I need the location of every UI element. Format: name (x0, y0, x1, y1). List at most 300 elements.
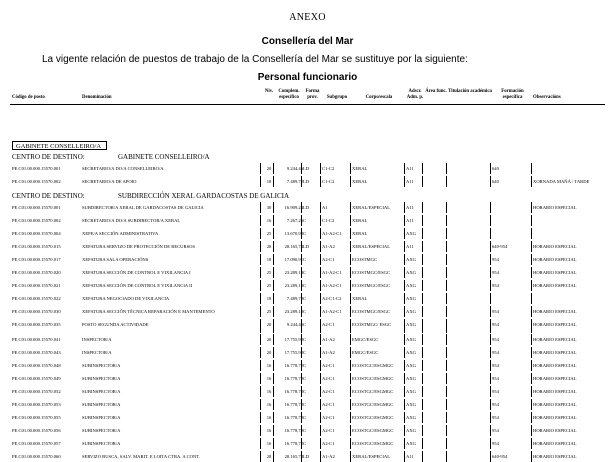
column-divider (446, 334, 447, 345)
table-row (0, 228, 615, 239)
column-divider (404, 438, 405, 449)
column-divider (422, 163, 423, 174)
column-divider (422, 412, 423, 423)
column-divider (301, 280, 302, 291)
cell-subgrupo: A2-C1 (322, 322, 335, 327)
cell-forma: C (303, 389, 307, 394)
table-row (0, 267, 615, 278)
cell-adscr: A11 (406, 166, 414, 171)
column-divider (301, 215, 302, 226)
column-divider (490, 202, 491, 213)
column-divider (273, 451, 274, 462)
cell-adscr: AXG (406, 270, 416, 275)
cell-complement: 9.244,46 (286, 166, 303, 171)
column-divider (490, 163, 491, 174)
cell-name: XEFATURA SECCIÓN TÉCNICA REPARACIÓN E MANTEMENTO (82, 309, 215, 314)
column-divider (531, 254, 532, 265)
column-divider (260, 202, 261, 213)
cell-complement: 16.909,24 (284, 205, 303, 210)
cell-formacion: 954 (492, 257, 499, 262)
column-header-area: Área func. (425, 89, 447, 94)
column-divider (273, 163, 274, 174)
cell-observacions: HORARIO ESPECIAL (533, 257, 577, 262)
cell-observacions: HORARIO ESPECIAL (533, 205, 577, 210)
cell-level: 18 (266, 179, 272, 184)
anexo-heading: ANEXO (289, 12, 326, 23)
cell-formacion: 640 (492, 166, 499, 171)
cell-forma: C (303, 363, 307, 368)
table-row (0, 293, 615, 304)
table-row (0, 215, 615, 226)
table-row (0, 306, 615, 317)
cell-forma: C (303, 415, 307, 420)
column-divider (260, 215, 261, 226)
personal-heading: Personal funcionario (257, 72, 358, 83)
cell-corpo: ECOSTGC/ESGMGC (352, 415, 394, 420)
gabinete-box: GABINETE CONSELLEIRO/A (12, 141, 107, 150)
column-divider (260, 319, 261, 333)
column-divider (490, 176, 491, 187)
centro-name-2: SUBDIRECCIÓN XERAL GARDACOSTAS DE GALICIA (118, 192, 290, 200)
cell-adscr: A11 (406, 218, 414, 223)
cell-adscr: AXG (406, 309, 416, 314)
column-divider (531, 228, 532, 239)
cell-forma: C (303, 337, 307, 342)
column-divider (446, 254, 447, 265)
cell-corpo: ECOSTGC/ESGMGC (352, 441, 394, 446)
cell-level: 16 (266, 441, 272, 446)
column-divider (320, 451, 321, 462)
column-divider (446, 425, 447, 436)
cell-level: 16 (266, 218, 272, 223)
cell-forma: C (303, 218, 307, 223)
column-divider (273, 412, 274, 423)
cell-adscr: AXG (406, 402, 416, 407)
column-divider (301, 334, 302, 345)
cell-complement: 16.778,72 (284, 363, 303, 368)
column-divider (531, 241, 532, 252)
cell-corpo: ECOSTMGC/ ESGC (352, 322, 392, 327)
column-divider (531, 438, 532, 449)
column-divider (422, 360, 423, 371)
cell-forma: C (303, 350, 307, 355)
column-divider (422, 347, 423, 358)
column-divider (404, 334, 405, 345)
intro-text: La vigente relación de puestos de trabajo de la Consellería del Mar se sustituye por la siguiente: (42, 54, 468, 65)
column-divider (446, 306, 447, 317)
table-row (0, 163, 615, 174)
column-divider (531, 176, 532, 187)
column-divider (350, 360, 351, 371)
column-divider (422, 202, 423, 213)
cell-level: 16 (266, 428, 272, 433)
cell-name: XEFATURA NEGOCIADO DE VIXILANCIA (82, 296, 170, 301)
cell-adscr: AXG (406, 350, 416, 355)
cell-observacions: HORARIO ESPECIAL (533, 270, 577, 275)
cell-subgrupo: A2-C1 (322, 363, 335, 368)
column-divider (320, 254, 321, 265)
cell-level: 16 (266, 402, 272, 407)
cell-forma: LD (303, 205, 310, 210)
cell-name: POSTO SEGUNDA ACTIVIDADE (82, 322, 149, 327)
cell-corpo: ECOSTMGC/ESGC (352, 309, 391, 314)
column-divider (320, 347, 321, 358)
cell-name: INSPECTOR/A (82, 350, 112, 355)
cell-level: 28 (266, 244, 272, 249)
table-row (0, 451, 615, 462)
column-divider (273, 360, 274, 371)
column-divider (260, 267, 261, 278)
cell-level: 25 (266, 309, 272, 314)
centro-label-2: CENTRO DE DESTINO: (12, 192, 85, 200)
column-divider (350, 425, 351, 436)
column-divider (404, 228, 405, 239)
cell-subgrupo: A2-C1 (322, 257, 335, 262)
column-header-code: Código de posto (12, 95, 45, 100)
cell-subgrupo: A1-A2 (322, 350, 335, 355)
column-divider (350, 176, 351, 187)
cell-complement: 17.755,92 (284, 350, 303, 355)
centro-name-1: GABINETE CONSELLEIRO/A (118, 153, 210, 161)
column-divider (273, 176, 274, 187)
column-divider (320, 319, 321, 333)
cell-name: SUBDIRECTOR/A XERAL DE GARDACOSTAS DE GALICIA (82, 205, 204, 210)
cell-subgrupo: A2-C1 (322, 389, 335, 394)
cell-subgrupo: A2-C1 (322, 376, 335, 381)
column-divider (301, 267, 302, 278)
column-header-corpo: Corpo/escala (365, 95, 393, 100)
column-divider (273, 386, 274, 397)
column-divider (404, 306, 405, 317)
cell-formacion: 954 (492, 415, 499, 420)
column-divider (422, 373, 423, 384)
cell-forma: C (303, 402, 307, 407)
cell-observacions: HORARIO ESPECIAL (533, 428, 577, 433)
column-divider (301, 319, 302, 333)
cell-name: SECRETARIO/A DO/A SUBDIRECTOR/A XERAL (82, 218, 181, 223)
cell-subgrupo: A2-C1 (322, 415, 335, 420)
cell-forma: C (303, 257, 307, 262)
column-divider (404, 399, 405, 410)
column-divider (260, 386, 261, 397)
cell-level: 20 (266, 350, 272, 355)
cell-corpo: XERAL/ESPECIAL (352, 205, 391, 210)
table-row (0, 254, 615, 265)
cell-code: PE.C01.00.000.15570.057 (12, 441, 61, 446)
cell-name: SUBINSPECTOR/A (82, 428, 121, 433)
column-divider (422, 215, 423, 226)
column-divider (350, 347, 351, 358)
cell-observacions: HORARIO ESPECIAL (533, 309, 577, 314)
column-divider (422, 241, 423, 252)
column-divider (260, 399, 261, 410)
cell-level: 18 (266, 257, 272, 262)
table-row (0, 399, 615, 410)
column-header-level: Niv. (264, 89, 274, 94)
cell-subgrupo: C1-C2 (322, 166, 335, 171)
column-divider (422, 293, 423, 304)
cell-forma: C (303, 376, 307, 381)
cell-forma: C (303, 309, 307, 314)
column-divider (301, 412, 302, 423)
cell-code: PE.C01.00.000.15570.002 (12, 218, 61, 223)
header-rule (10, 104, 605, 105)
column-divider (320, 334, 321, 345)
cell-subgrupo: C1-C2 (322, 179, 335, 184)
column-divider (350, 399, 351, 410)
column-divider (531, 163, 532, 174)
table-row (0, 438, 615, 449)
cell-code: PE.C01.00.000.15570.055 (12, 415, 61, 420)
table-row (0, 176, 615, 187)
cell-level: 16 (266, 415, 272, 420)
column-divider (531, 451, 532, 462)
column-divider (273, 293, 274, 304)
column-divider (273, 228, 274, 239)
column-divider (320, 438, 321, 449)
cell-observacions: HORARIO ESPECIAL (533, 415, 577, 420)
column-divider (350, 267, 351, 278)
table-row (0, 360, 615, 371)
cell-code: PE.C01.00.000.15570.041 (12, 337, 61, 342)
column-divider (301, 438, 302, 449)
cell-adscr: A11 (406, 454, 414, 459)
column-divider (422, 386, 423, 397)
cell-complement: 16.778,72 (284, 389, 303, 394)
cell-adscr: AXG (406, 322, 416, 327)
column-divider (404, 267, 405, 278)
cell-code: PE.C01.00.000.15570.053 (12, 402, 61, 407)
column-divider (404, 254, 405, 265)
column-divider (350, 334, 351, 345)
cell-forma: C (303, 428, 307, 433)
column-divider (422, 438, 423, 449)
column-divider (273, 241, 274, 252)
centro-label-1: CENTRO DE DESTINO: (12, 153, 85, 161)
column-header-observacions: Observacións (533, 95, 561, 100)
cell-corpo: ECOSTMGC/ESGC (352, 283, 391, 288)
column-divider (531, 360, 532, 371)
column-divider (260, 280, 261, 291)
cell-level: 20 (266, 322, 272, 327)
cell-corpo: XERAL (352, 231, 368, 236)
column-divider (422, 267, 423, 278)
column-divider (273, 373, 274, 384)
column-divider (320, 386, 321, 397)
column-header-subgrupo: Subgrupo (326, 95, 348, 100)
cell-corpo: ECOSTGC/ESGMGC (352, 402, 394, 407)
column-divider (490, 241, 491, 252)
column-divider (446, 293, 447, 304)
column-divider (260, 334, 261, 345)
cell-formacion: 954 (492, 441, 499, 446)
cell-formacion: 640-954 (492, 454, 508, 459)
column-divider (422, 451, 423, 462)
cell-level: 25 (266, 270, 272, 275)
cell-code: PE.C01.00.000.15570.020 (12, 270, 61, 275)
cell-corpo: ECOSTGC/ESGMGC (352, 363, 394, 368)
cell-subgrupo: A1-A2-C1 (322, 270, 342, 275)
table-row (0, 241, 615, 252)
column-divider (301, 163, 302, 174)
cell-complement: 28.165,74 (284, 454, 303, 459)
cell-formacion: 954 (492, 270, 499, 275)
column-divider (422, 306, 423, 317)
column-divider (320, 228, 321, 239)
cell-subgrupo: A1-A2-C1 (322, 231, 342, 236)
cell-name: SERVIZO BUSCA, SALV. MARIT. E LOITA CTRA. A CONT. (82, 454, 200, 459)
cell-observacions: HORARIO ESPECIAL (533, 283, 577, 288)
cell-observacions: XORNADA MAÑÁ / TARDE (533, 179, 590, 184)
table-row (0, 202, 615, 213)
cell-complement: 23.289,18 (284, 309, 303, 314)
cell-adscr: AXG (406, 257, 416, 262)
column-divider (350, 386, 351, 397)
column-divider (350, 412, 351, 423)
cell-observacions: HORARIO ESPECIAL (533, 402, 577, 407)
column-divider (320, 241, 321, 252)
cell-level: 30 (266, 205, 272, 210)
column-divider (301, 425, 302, 436)
column-divider (446, 399, 447, 410)
column-divider (422, 425, 423, 436)
cell-code: PE.C01.00.000.15570.030 (12, 309, 61, 314)
cell-complement: 23.289,18 (284, 283, 303, 288)
column-divider (446, 360, 447, 371)
table-row (0, 319, 615, 333)
cell-subgrupo: A2-C1 (322, 428, 335, 433)
column-divider (301, 451, 302, 462)
column-divider (422, 176, 423, 187)
column-divider (531, 267, 532, 278)
cell-subgrupo: C1-C2 (322, 218, 335, 223)
column-divider (446, 438, 447, 449)
cell-name: SUBINSPECTOR/A (82, 415, 121, 420)
column-divider (273, 334, 274, 345)
column-divider (260, 451, 261, 462)
cell-observacions: HORARIO ESPECIAL (533, 337, 577, 342)
cell-corpo: ECOSTGC/ESGMGC (352, 376, 394, 381)
cell-corpo: EMGC/ESGC (352, 337, 379, 342)
cell-adscr: AXG (406, 389, 416, 394)
cell-complement: 9.244,46 (286, 322, 303, 327)
cell-code: PE.C01.00.000.15570.043 (12, 350, 61, 355)
cell-forma: C (303, 296, 307, 301)
cell-complement: 28.165,74 (284, 244, 303, 249)
column-divider (422, 254, 423, 265)
column-divider (301, 176, 302, 187)
column-divider (273, 347, 274, 358)
column-divider (320, 412, 321, 423)
cell-code: PE.C01.00.000.15570.015 (12, 244, 61, 249)
column-divider (350, 373, 351, 384)
cell-corpo: EMGC/ESGC (352, 350, 379, 355)
column-divider (350, 319, 351, 333)
cell-name: SUBINSPECTOR/A (82, 389, 121, 394)
cell-observacions: HORARIO ESPECIAL (533, 244, 577, 249)
column-divider (301, 293, 302, 304)
column-header-forma: Forma prov. (305, 89, 320, 100)
cell-complement: 23.289,18 (284, 270, 303, 275)
column-header-name: Denominación (82, 95, 112, 100)
cell-adscr: A11 (406, 205, 414, 210)
cell-level: 25 (266, 283, 272, 288)
column-divider (404, 319, 405, 333)
column-divider (404, 360, 405, 371)
column-divider (531, 334, 532, 345)
cell-adscr: AXG (406, 296, 416, 301)
cell-formacion: 954 (492, 283, 499, 288)
column-divider (350, 451, 351, 462)
column-divider (446, 228, 447, 239)
column-divider (260, 176, 261, 187)
column-divider (531, 399, 532, 410)
column-divider (273, 215, 274, 226)
column-divider (404, 280, 405, 291)
column-divider (260, 425, 261, 436)
column-divider (320, 267, 321, 278)
cell-formacion: 954 (492, 322, 499, 327)
cell-name: SECRETARIO/A DE APOIO (82, 179, 137, 184)
column-divider (490, 215, 491, 226)
cell-forma: C (303, 270, 307, 275)
table-row (0, 425, 615, 436)
cell-complement: 7.489,72 (286, 296, 303, 301)
cell-adscr: AXG (406, 363, 416, 368)
column-divider (404, 373, 405, 384)
column-divider (490, 360, 491, 371)
cell-formacion: 640 (492, 179, 499, 184)
column-divider (531, 202, 532, 213)
cell-formacion: 954 (492, 309, 499, 314)
column-divider (422, 228, 423, 239)
column-header-formacion: Formación específica (501, 89, 524, 100)
column-divider (273, 319, 274, 333)
cell-level: 20 (266, 166, 272, 171)
column-divider (260, 293, 261, 304)
column-divider (422, 280, 423, 291)
cell-name: XEFATURA SECCIÓN DE CONTROL E VIXILANCIA I (82, 270, 191, 275)
column-divider (320, 176, 321, 187)
cell-corpo: XERAL/ESPECIAL (352, 454, 391, 459)
cell-corpo: XERAL (352, 218, 368, 223)
cell-complement: 7.489,72 (286, 179, 303, 184)
column-divider (531, 319, 532, 333)
cell-forma: LD (303, 454, 310, 459)
table-row (0, 386, 615, 397)
cell-adscr: A11 (406, 179, 414, 184)
column-divider (260, 360, 261, 371)
cell-code: PE.C01.00.000.15570.017 (12, 257, 61, 262)
cell-formacion: 954 (492, 363, 499, 368)
column-divider (350, 228, 351, 239)
column-divider (490, 306, 491, 317)
column-divider (404, 293, 405, 304)
column-divider (404, 176, 405, 187)
column-divider (273, 399, 274, 410)
cell-adscr: AXG (406, 231, 416, 236)
cell-forma: C (303, 231, 307, 236)
column-divider (446, 280, 447, 291)
column-divider (260, 228, 261, 239)
column-divider (531, 306, 532, 317)
column-divider (350, 306, 351, 317)
column-header-titulacion: Titulación académica (448, 89, 492, 94)
cell-level: 16 (266, 389, 272, 394)
column-divider (490, 425, 491, 436)
column-divider (350, 438, 351, 449)
cell-corpo: ECOSTGC/ESGMGC (352, 389, 394, 394)
